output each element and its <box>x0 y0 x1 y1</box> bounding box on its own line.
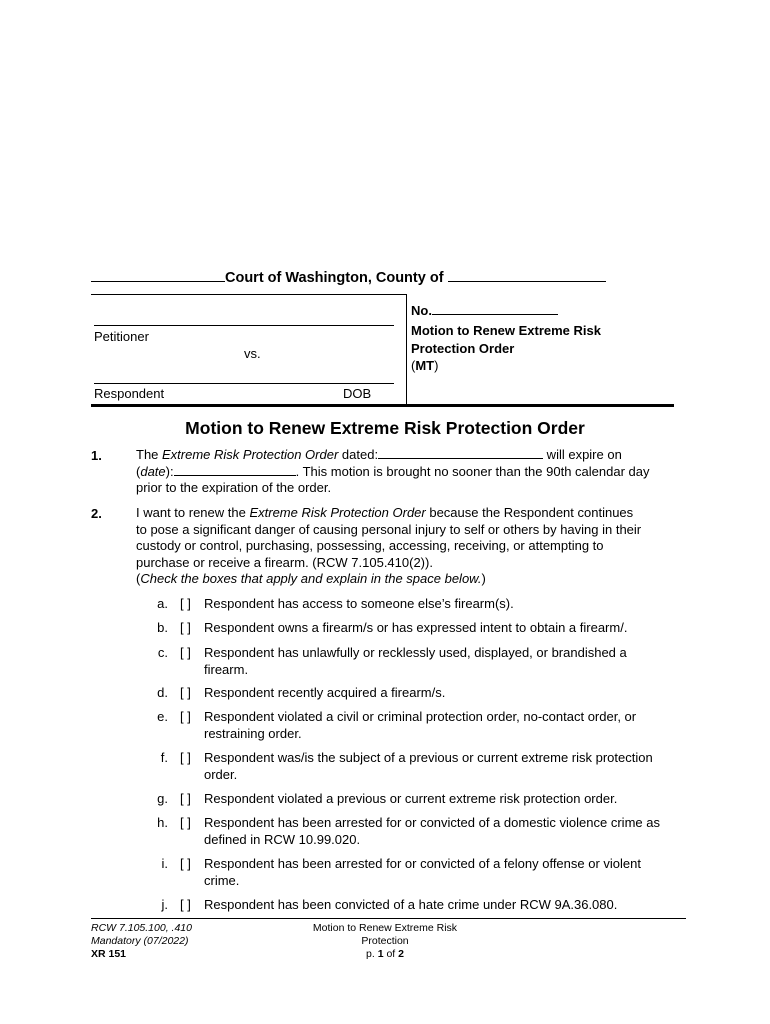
court-header <box>91 270 606 286</box>
checkbox[interactable]: [ ] <box>180 645 191 660</box>
expiration-date-blank[interactable] <box>174 475 296 476</box>
checkbox[interactable]: [ ] <box>180 596 191 611</box>
form-title-line1: Motion to Renew Extreme Risk <box>411 323 601 338</box>
footer-page-number: p. 1 of 2 <box>366 948 404 960</box>
case-number-blank[interactable] <box>432 314 558 315</box>
court-header-text: Court of Washington, County of <box>225 270 444 286</box>
item-letter: e. <box>157 709 168 724</box>
abbr-code: MT <box>415 358 435 373</box>
respondent-line[interactable] <box>94 383 394 384</box>
checkbox[interactable]: [ ] <box>180 750 191 765</box>
item-letter: h. <box>157 815 168 830</box>
respondent-label: Respondent <box>94 386 165 401</box>
item-letter: d. <box>157 685 168 700</box>
petitioner-line[interactable] <box>94 325 394 326</box>
abbr-close: ) <box>434 358 439 373</box>
footer-rcw: RCW 7.105.100, .410 <box>91 922 192 934</box>
vs-label: vs. <box>244 346 261 361</box>
form-abbreviation <box>411 358 438 373</box>
checkbox[interactable]: [ ] <box>180 815 191 830</box>
abbr-open: ( <box>411 358 416 373</box>
checkbox[interactable]: [ ] <box>180 897 191 912</box>
footer-left <box>91 922 192 961</box>
footer-title-line1: Motion to Renew Extreme Risk <box>312 922 458 934</box>
checkbox[interactable]: [ ] <box>180 685 191 700</box>
item-text: Respondent has access to someone else’s firearm(s). <box>204 596 514 611</box>
item-text: Respondent owns a firearm/s or has expressed intent to obtain a firearm/. <box>204 620 628 635</box>
item-text: Respondent has been arrested for or convicted of a domestic violence crime as defined in RCW 10.99.020. <box>204 815 660 847</box>
section-2-text: I want to renew the Extreme Risk Protection Order because the Respondent continues to pose a significant danger of causing personal injury to self or others by having in their custody or control, purchasing, possessing, accessing, receiving, or attempting to purchase or receive a firearm. (RCW 7.105.410(2)). (Check the boxes that apply and explain in the space below.) <box>136 505 642 586</box>
item-text: Respondent recently acquired a firearm/s. <box>204 685 446 700</box>
caption-vertical-rule <box>406 294 407 406</box>
item-text: Respondent has unlawfully or recklessly used, displayed, or brandished a firearm. <box>204 645 627 677</box>
item-letter: i. <box>161 856 168 871</box>
footer-rule <box>91 918 686 919</box>
case-number <box>411 303 558 318</box>
superior-court-blank[interactable] <box>91 281 225 282</box>
caption-top-rule <box>91 294 407 295</box>
page-title: Motion to Renew Extreme Risk Protection Order <box>185 418 585 438</box>
item-letter: b. <box>157 620 168 635</box>
item-letter: c. <box>157 645 168 660</box>
caption-bottom-rule <box>91 404 674 407</box>
item-text: Respondent has been arrested for or convicted of a felony offense or violent crime. <box>204 856 641 888</box>
petitioner-label: Petitioner <box>94 329 149 344</box>
section-1-text: The Extreme Risk Protection Order dated: will expire on (date): . This motion is brought no sooner than the 90th calendar day prior to the expiration of the order. <box>136 447 650 495</box>
order-date-blank[interactable] <box>378 458 543 459</box>
section-1-number: 1. <box>91 448 102 463</box>
footer-center <box>285 922 485 961</box>
footer-form-number: XR 151 <box>91 948 127 960</box>
order-name: Extreme Risk Protection Order <box>162 447 339 462</box>
checkbox[interactable]: [ ] <box>180 791 191 806</box>
footer-title-line2: Protection <box>361 935 409 947</box>
section-2-number: 2. <box>91 506 102 521</box>
item-text: Respondent has been convicted of a hate crime under RCW 9A.36.080. <box>204 897 618 912</box>
item-text: Respondent was/is the subject of a previous or current extreme risk protection order. <box>204 750 653 782</box>
item-text: Respondent violated a civil or criminal protection order, no-contact order, or restraining order. <box>204 709 637 741</box>
item-letter: a. <box>157 596 168 611</box>
form-title-line2: Protection Order <box>411 341 515 356</box>
case-number-label: No. <box>411 303 432 318</box>
county-blank[interactable] <box>448 281 606 282</box>
item-text: Respondent violated a previous or current extreme risk protection order. <box>204 791 618 806</box>
checkbox[interactable]: [ ] <box>180 856 191 871</box>
checkbox[interactable]: [ ] <box>180 620 191 635</box>
footer-mandatory: Mandatory (07/2022) <box>91 935 189 947</box>
item-letter: g. <box>157 791 168 806</box>
checkbox[interactable]: [ ] <box>180 709 191 724</box>
item-letter: j. <box>161 897 168 912</box>
dob-label: DOB <box>343 386 372 401</box>
item-letter: f. <box>160 750 168 765</box>
